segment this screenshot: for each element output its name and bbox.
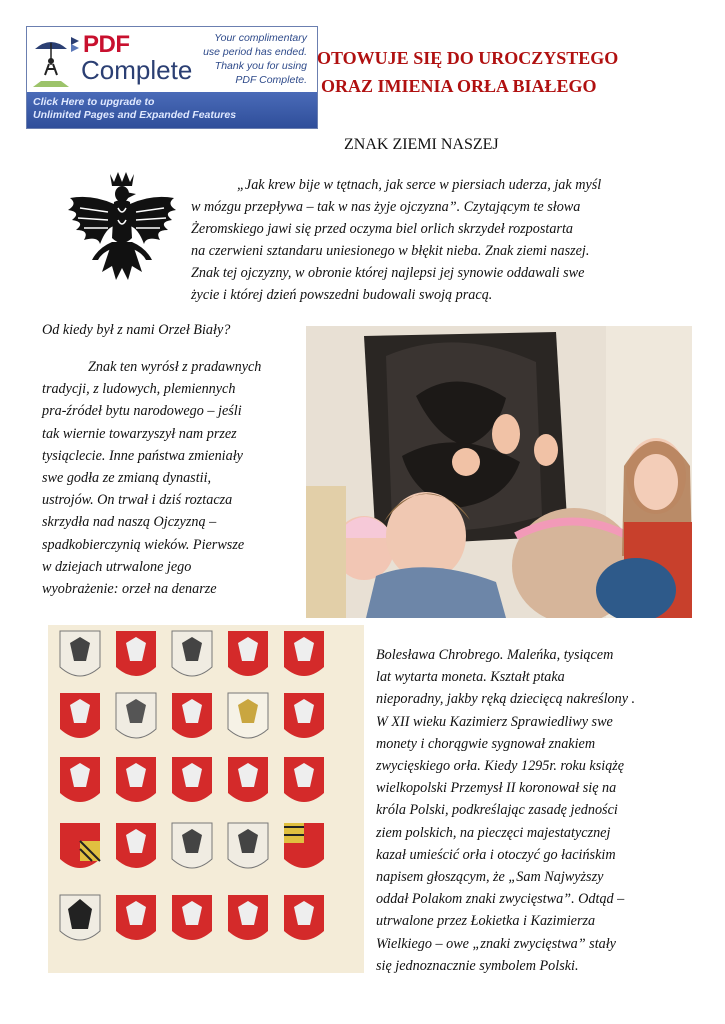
left-line: pra-źródeł bytu narodowego – jeśli — [42, 403, 242, 420]
title-line-1: OTOWUJE SIĘ DO UROCZYSTEGO — [317, 48, 619, 68]
logo-pdf-text: PDF — [83, 31, 130, 58]
promo-note-line: Thank you for using — [214, 60, 307, 72]
left-line: Znak ten wyrósł z pradawnych — [88, 359, 262, 375]
page-title — [317, 44, 717, 100]
chevron-icon — [69, 35, 81, 55]
quote-line: Żeromskiego jawi się przed oczyma biel orlich skrzydeł rozpostarta — [191, 221, 573, 237]
upgrade-link-line[interactable]: Unlimited Pages and Expanded Features — [33, 109, 237, 121]
white-eagle-emblem-icon — [62, 168, 180, 292]
pdf-complete-logo — [31, 31, 203, 89]
quote-line: „Jak krew bije w tętnach, jak serce w piersiach uderza, jak myśl — [237, 177, 602, 193]
right-line: wielkopolski Przemysł II koronował się na — [376, 780, 617, 797]
children-eagle-relief-photo — [306, 326, 692, 618]
right-line: Bolesława Chrobrego. Maleńka, tysiącem — [376, 647, 614, 663]
section-question: Od kiedy był z nami Orzeł Biały? — [42, 322, 231, 338]
left-line: swe godła ze zmianą dynastii, — [42, 470, 212, 487]
left-line: tradycji, z ludowych, plemiennych — [42, 381, 236, 398]
right-line: utrwalone przez Łokietka i Kazimierza — [376, 913, 596, 930]
right-line: W XII wieku Kazimierz Sprawiedliwy swe — [376, 713, 613, 730]
left-line: skrzydła nad naszą Ojczyzną – — [42, 514, 217, 531]
promo-note-line: Your complimentary — [214, 32, 307, 44]
promo-note-line: use period has ended. — [203, 46, 307, 58]
right-line: zwycięskiego orła. Kiedy 1295r. roku książę — [376, 758, 625, 775]
title-line-2: ORAZ IMIENIA ORŁA BIAŁEGO — [321, 76, 597, 96]
left-line: ustrojów. On trwał i dziś roztacza — [42, 492, 233, 509]
right-line: oddał Polakom znaki zwycięstwa”. Odtąd – — [376, 891, 625, 908]
left-column-text — [42, 356, 294, 600]
upgrade-promo-banner[interactable] — [26, 26, 318, 129]
quote-line: Znak tej ojczyzny, w obronie której najlepsi jej synowie oddawali swe — [191, 265, 585, 281]
right-line: się jednoznacznie symbolem Polski. — [376, 957, 579, 974]
logo-complete-text: Complete — [81, 55, 193, 85]
historic-coats-of-arms-image — [48, 625, 364, 973]
upgrade-link[interactable] — [27, 92, 317, 128]
right-line: ziem polskich, na pieczęci majestatycznej — [376, 824, 611, 841]
right-line: nieporadny, jakby ręką dziecięcą nakreślony . — [376, 691, 636, 708]
right-line: Wielkiego – owe „znaki zwycięstwa” stały — [376, 935, 616, 952]
umbrella-figure-icon — [31, 31, 71, 89]
right-line: króla Polski, podkreślając zasadę jedności — [376, 802, 618, 819]
left-line: spadkobierczynią wieków. Pierwsze — [42, 536, 245, 553]
right-line: napisem głoszącym, że „Sam Najwyższy — [376, 869, 604, 886]
left-line: wyobrażenie: orzeł na denarze — [42, 581, 217, 598]
right-line: kazał umieścić orła i otoczyć go łacińskim — [376, 846, 616, 863]
promo-note-line: PDF Complete. — [235, 74, 307, 86]
right-line: lat wytarta moneta. Kształt ptaka — [376, 669, 565, 686]
zeromski-quote — [191, 174, 681, 306]
right-line: monety i chorągwie sygnował znakiem — [376, 735, 596, 752]
upgrade-link-line[interactable]: Click Here to upgrade to — [33, 96, 155, 108]
left-line: tysiąclecie. Inne państwa zmieniały — [42, 447, 243, 464]
quote-line: na czerwieni sztandaru uniesionego w błękit nieba. Znak ziemi naszej. — [191, 243, 590, 259]
right-column-text — [376, 644, 682, 977]
section-heading: ZNAK ZIEMI NASZEJ — [344, 136, 499, 153]
quote-line: życie i której dzień powszedni budowali swoją pracą. — [191, 287, 493, 303]
left-line: w dziejach utrwalone jego — [42, 558, 192, 575]
quote-line: w mózgu przepływa – tak w nas żyje ojczyzna”. Czytającym te słowa — [191, 199, 581, 215]
promo-note — [181, 31, 307, 87]
left-line: tak wiernie towarzyszył nam przez — [42, 425, 237, 442]
promo-top-area — [27, 27, 317, 93]
